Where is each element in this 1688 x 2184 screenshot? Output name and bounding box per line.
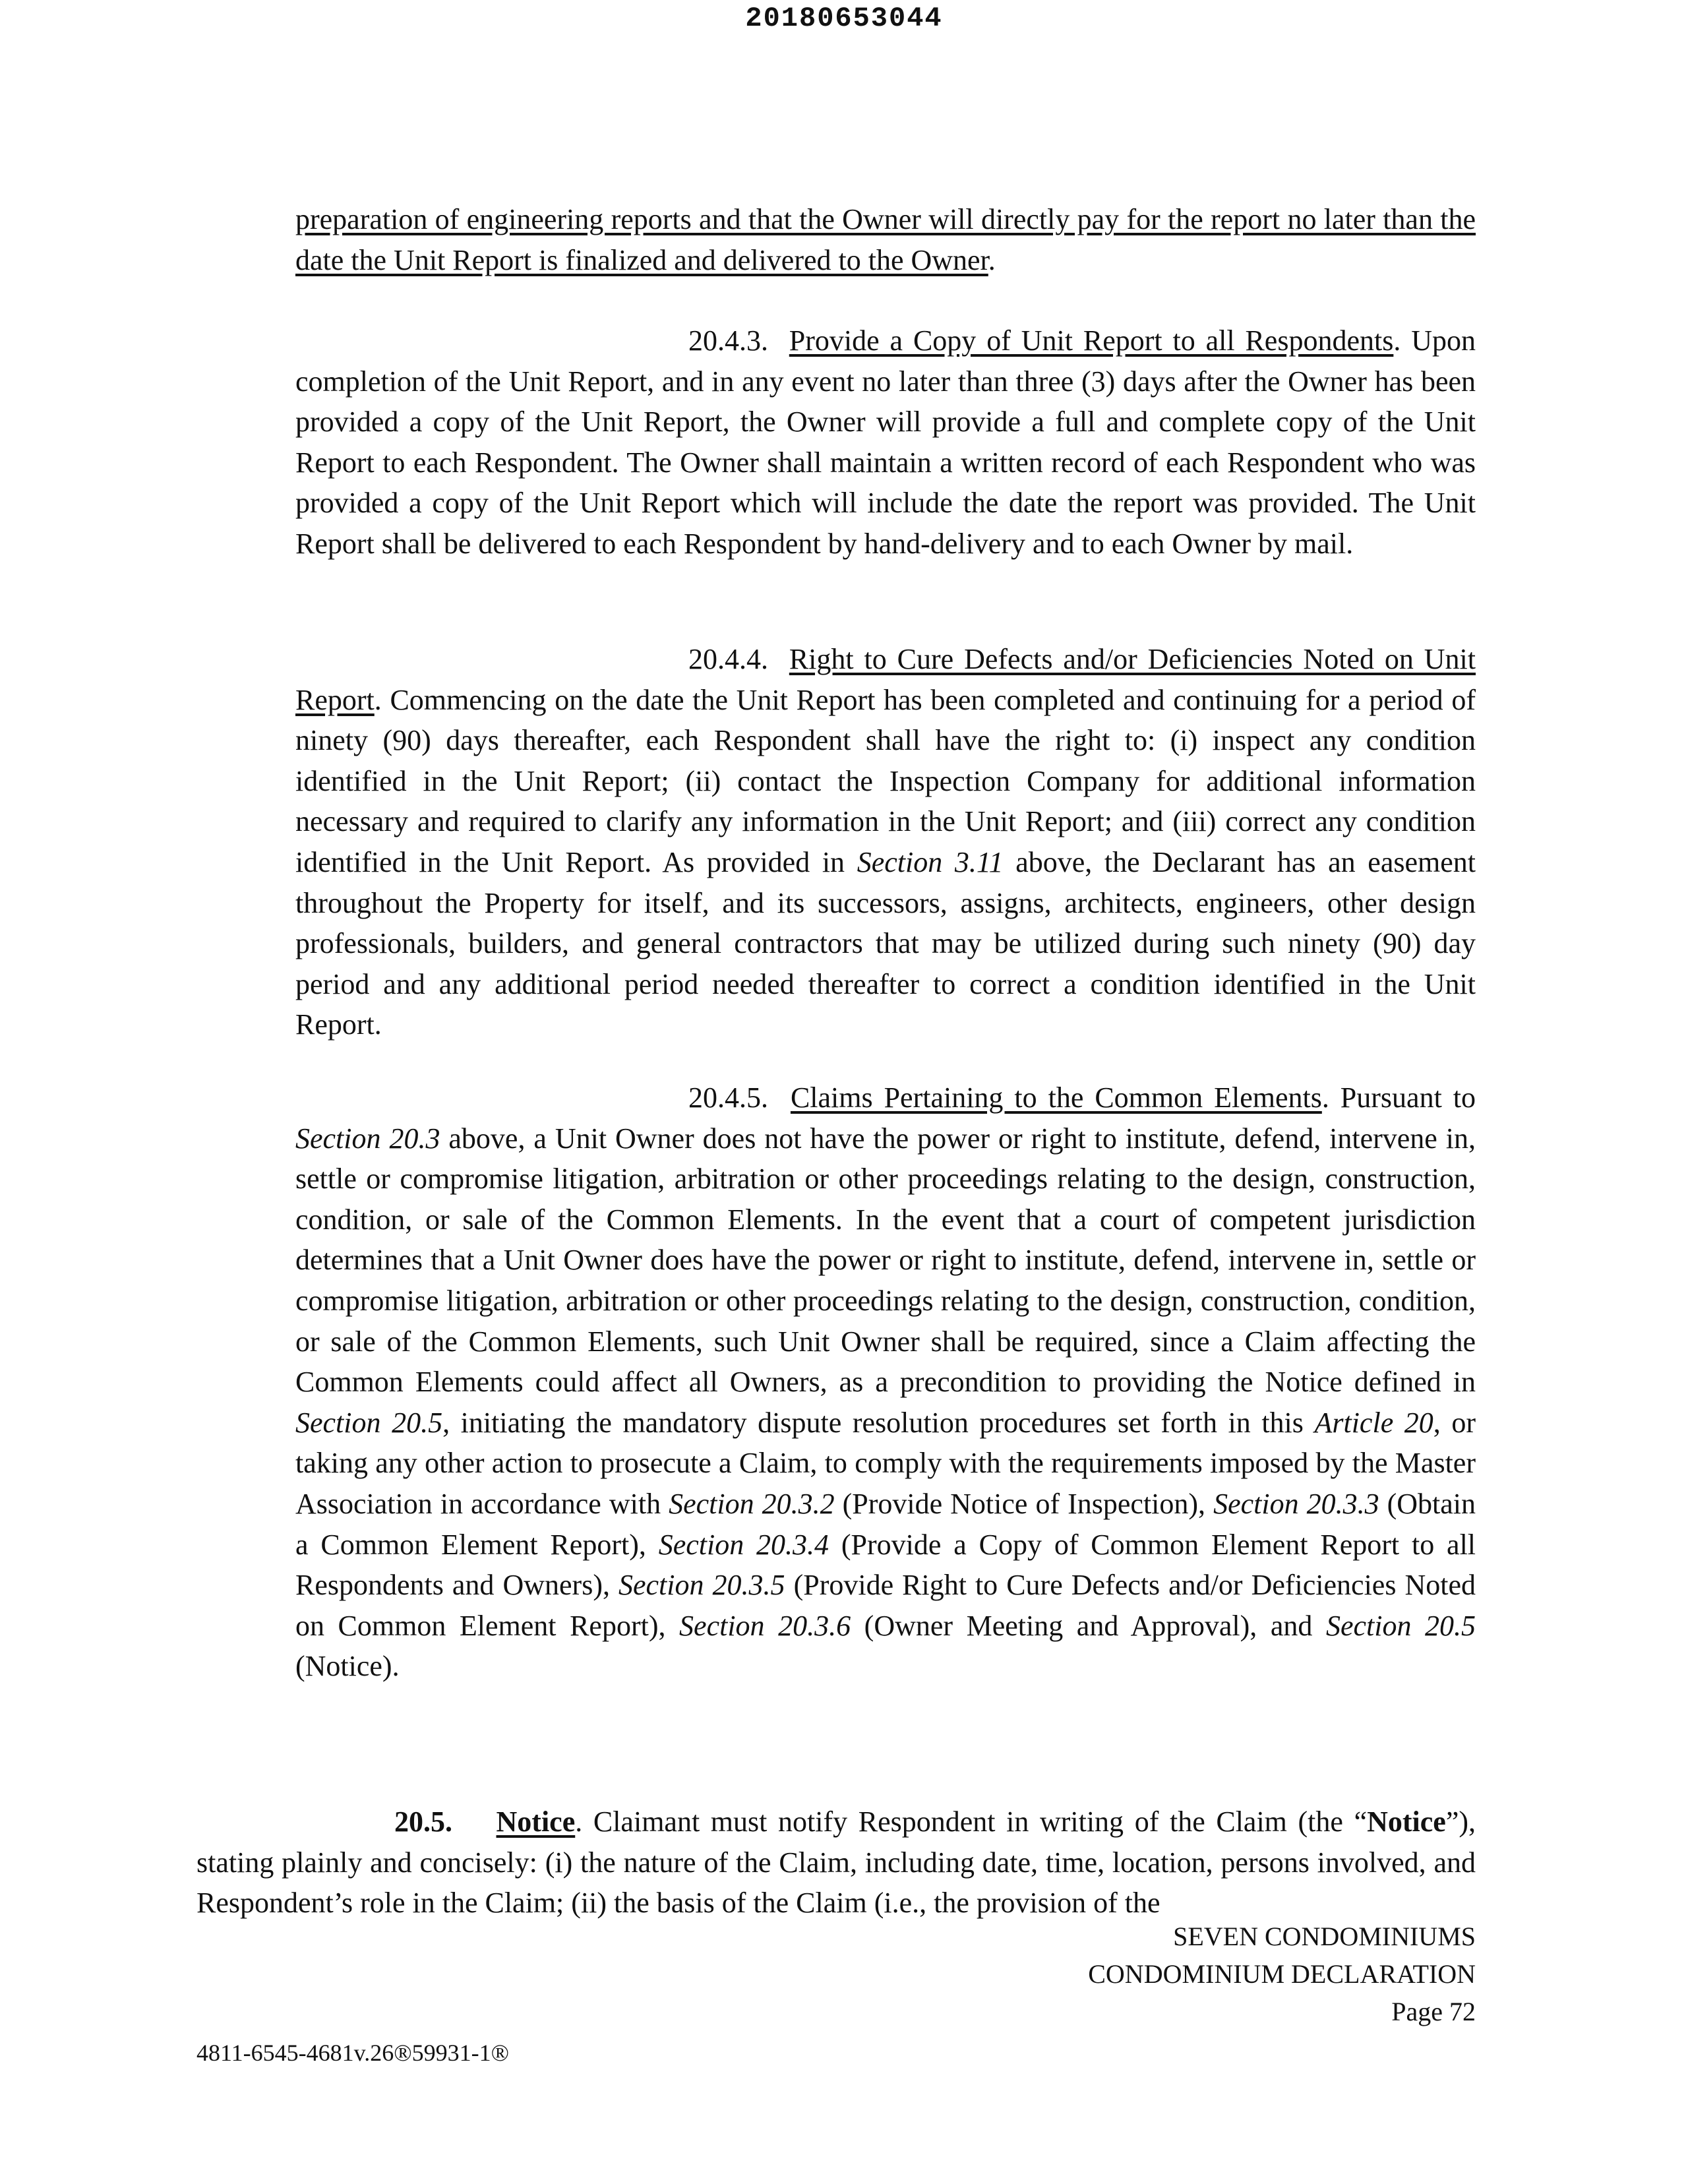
section-reference: Section 20.5 [295,1406,443,1439]
section-text: . Upon completion of the Unit Report, and in any event no later than three (3) days after the Owner has been provided a copy of the Unit Report, the Owner will provide a full and complete copy of the Unit Report to each Respondent. The Owner shall maintain a written record of each Respondent who was provided a copy of the Unit Report which will include the date the report was provided. The Unit Report shall be delivered to each Respondent by hand-delivery and to each Owner by mail. [295,324,1476,560]
section-text: . Pursuant to [1321,1081,1476,1114]
section-reference: Section 20.5 [1325,1609,1476,1642]
continuation-end: . [988,243,996,276]
section-heading: Notice [496,1805,576,1838]
section-text: , initiating the mandatory dispute resolution procedures set forth in this [442,1406,1315,1439]
section-number: 20.4.5. [688,1081,768,1114]
section-number: 20.4.3. [688,324,768,357]
section-text: (Notice). [295,1650,400,1683]
footer-document-title: CONDOMINIUM DECLARATION [1088,1959,1476,1989]
section-reference: Section 20.3.3 [1213,1487,1379,1520]
section-text: (Provide Notice of Inspection), [834,1487,1214,1520]
footer-document-id: 4811-6545-4681v.26®59931-1® [196,2040,509,2066]
section-heading: Provide a Copy of Unit Report to all Respondents [789,324,1394,357]
section-20-4-4 [295,639,1476,1045]
section-text: (Owner Meeting and Approval), and [851,1609,1326,1642]
section-reference: Section 3.11 [857,845,1004,878]
section-reference: Section 20.3.2 [669,1487,835,1520]
continuation-underlined-text: preparation of engineering reports and that the Owner will directly pay for the report no later than the date the Unit Report is finalized and delivered to the Owner [295,203,1476,276]
section-20-4-5 [295,1077,1476,1687]
section-text: (Provide a Copy of Common Element Report to all Respondents and Owners), [295,1528,1476,1602]
section-reference: Section 20.3.6 [679,1609,851,1642]
footer-block [948,1918,1476,2030]
section-text: (Provide Right to Cure Defects and/or Deficiencies Noted on Common Element Report), [295,1569,1476,1642]
defined-term: Notice [1367,1805,1446,1838]
footer-page-number: Page 72 [1391,1997,1476,2026]
footer-project-name: SEVEN CONDOMINIUMS [1173,1922,1476,1951]
section-text: . Claimant must notify Respondent in writing of the Claim (the “ [575,1805,1368,1838]
section-number: 20.4.4. [688,643,768,675]
section-reference: Article 20 [1314,1406,1433,1439]
section-20-5 [196,1802,1476,1924]
section-number: 20.5. [394,1805,452,1838]
section-heading: Claims Pertaining to the Common Elements [790,1081,1322,1114]
section-reference: Section 20.3.4 [658,1528,829,1561]
section-text: above, the Declarant has an easement throughout the Property for itself, and its successors, assigns, architects, engineers, other design professionals, builders, and general contractors that may be utilized during such ninety (90) day period and any additional period needed thereafter to correct a condition identified in the Unit Report. [295,845,1476,1041]
section-reference: Section 20.3.5 [618,1569,785,1602]
section-text: , or taking any other action to prosecute a Claim, to comply with the requirements imposed by the Master Association in accordance with [295,1406,1476,1520]
section-text: above, a Unit Owner does not have the power or right to institute, defend, intervene in, settle or compromise litigation, arbitration or other proceedings relating to the design, construction, condition, or sale of the Common Elements. In the event that a court of competent jurisdiction determines that a Unit Owner does have the power or right to institute, defend, intervene in, settle or compromise litigation, arbitration or other proceedings relating to the design, construction, condition, or sale of the Common Elements, such Unit Owner shall be required, since a Claim affecting the Common Elements could affect all Owners, as a precondition to providing the Notice defined in [295,1122,1476,1399]
section-20-4-3 [295,320,1476,564]
section-text: ”), stating plainly and concisely: (i) the nature of the Claim, including date, time, location, persons involved, and Respondent’s role in the Claim; (ii) the basis of the Claim (i.e., the provision of the [196,1805,1476,1920]
section-reference: Section 20.3 [295,1122,440,1155]
section-text: . Commencing on the date the Unit Report has been completed and continuing for a period of ninety (90) days thereafter, each Respondent shall have the right to: (i) inspect any condition identified in the Unit Report; (ii) contact the Inspection Company for additional information necessary and required to clarify any information in the Unit Report; and (iii) correct any condition identified in the Unit Report. As provided in [295,683,1476,878]
section-text: (Obtain a Common Element Report), [295,1487,1476,1561]
document-number: 20180653044 [745,3,943,34]
paragraph-continuation [295,199,1476,280]
section-heading: Right to Cure Defects and/or Deficiencies Noted on Unit Report [295,643,1476,716]
